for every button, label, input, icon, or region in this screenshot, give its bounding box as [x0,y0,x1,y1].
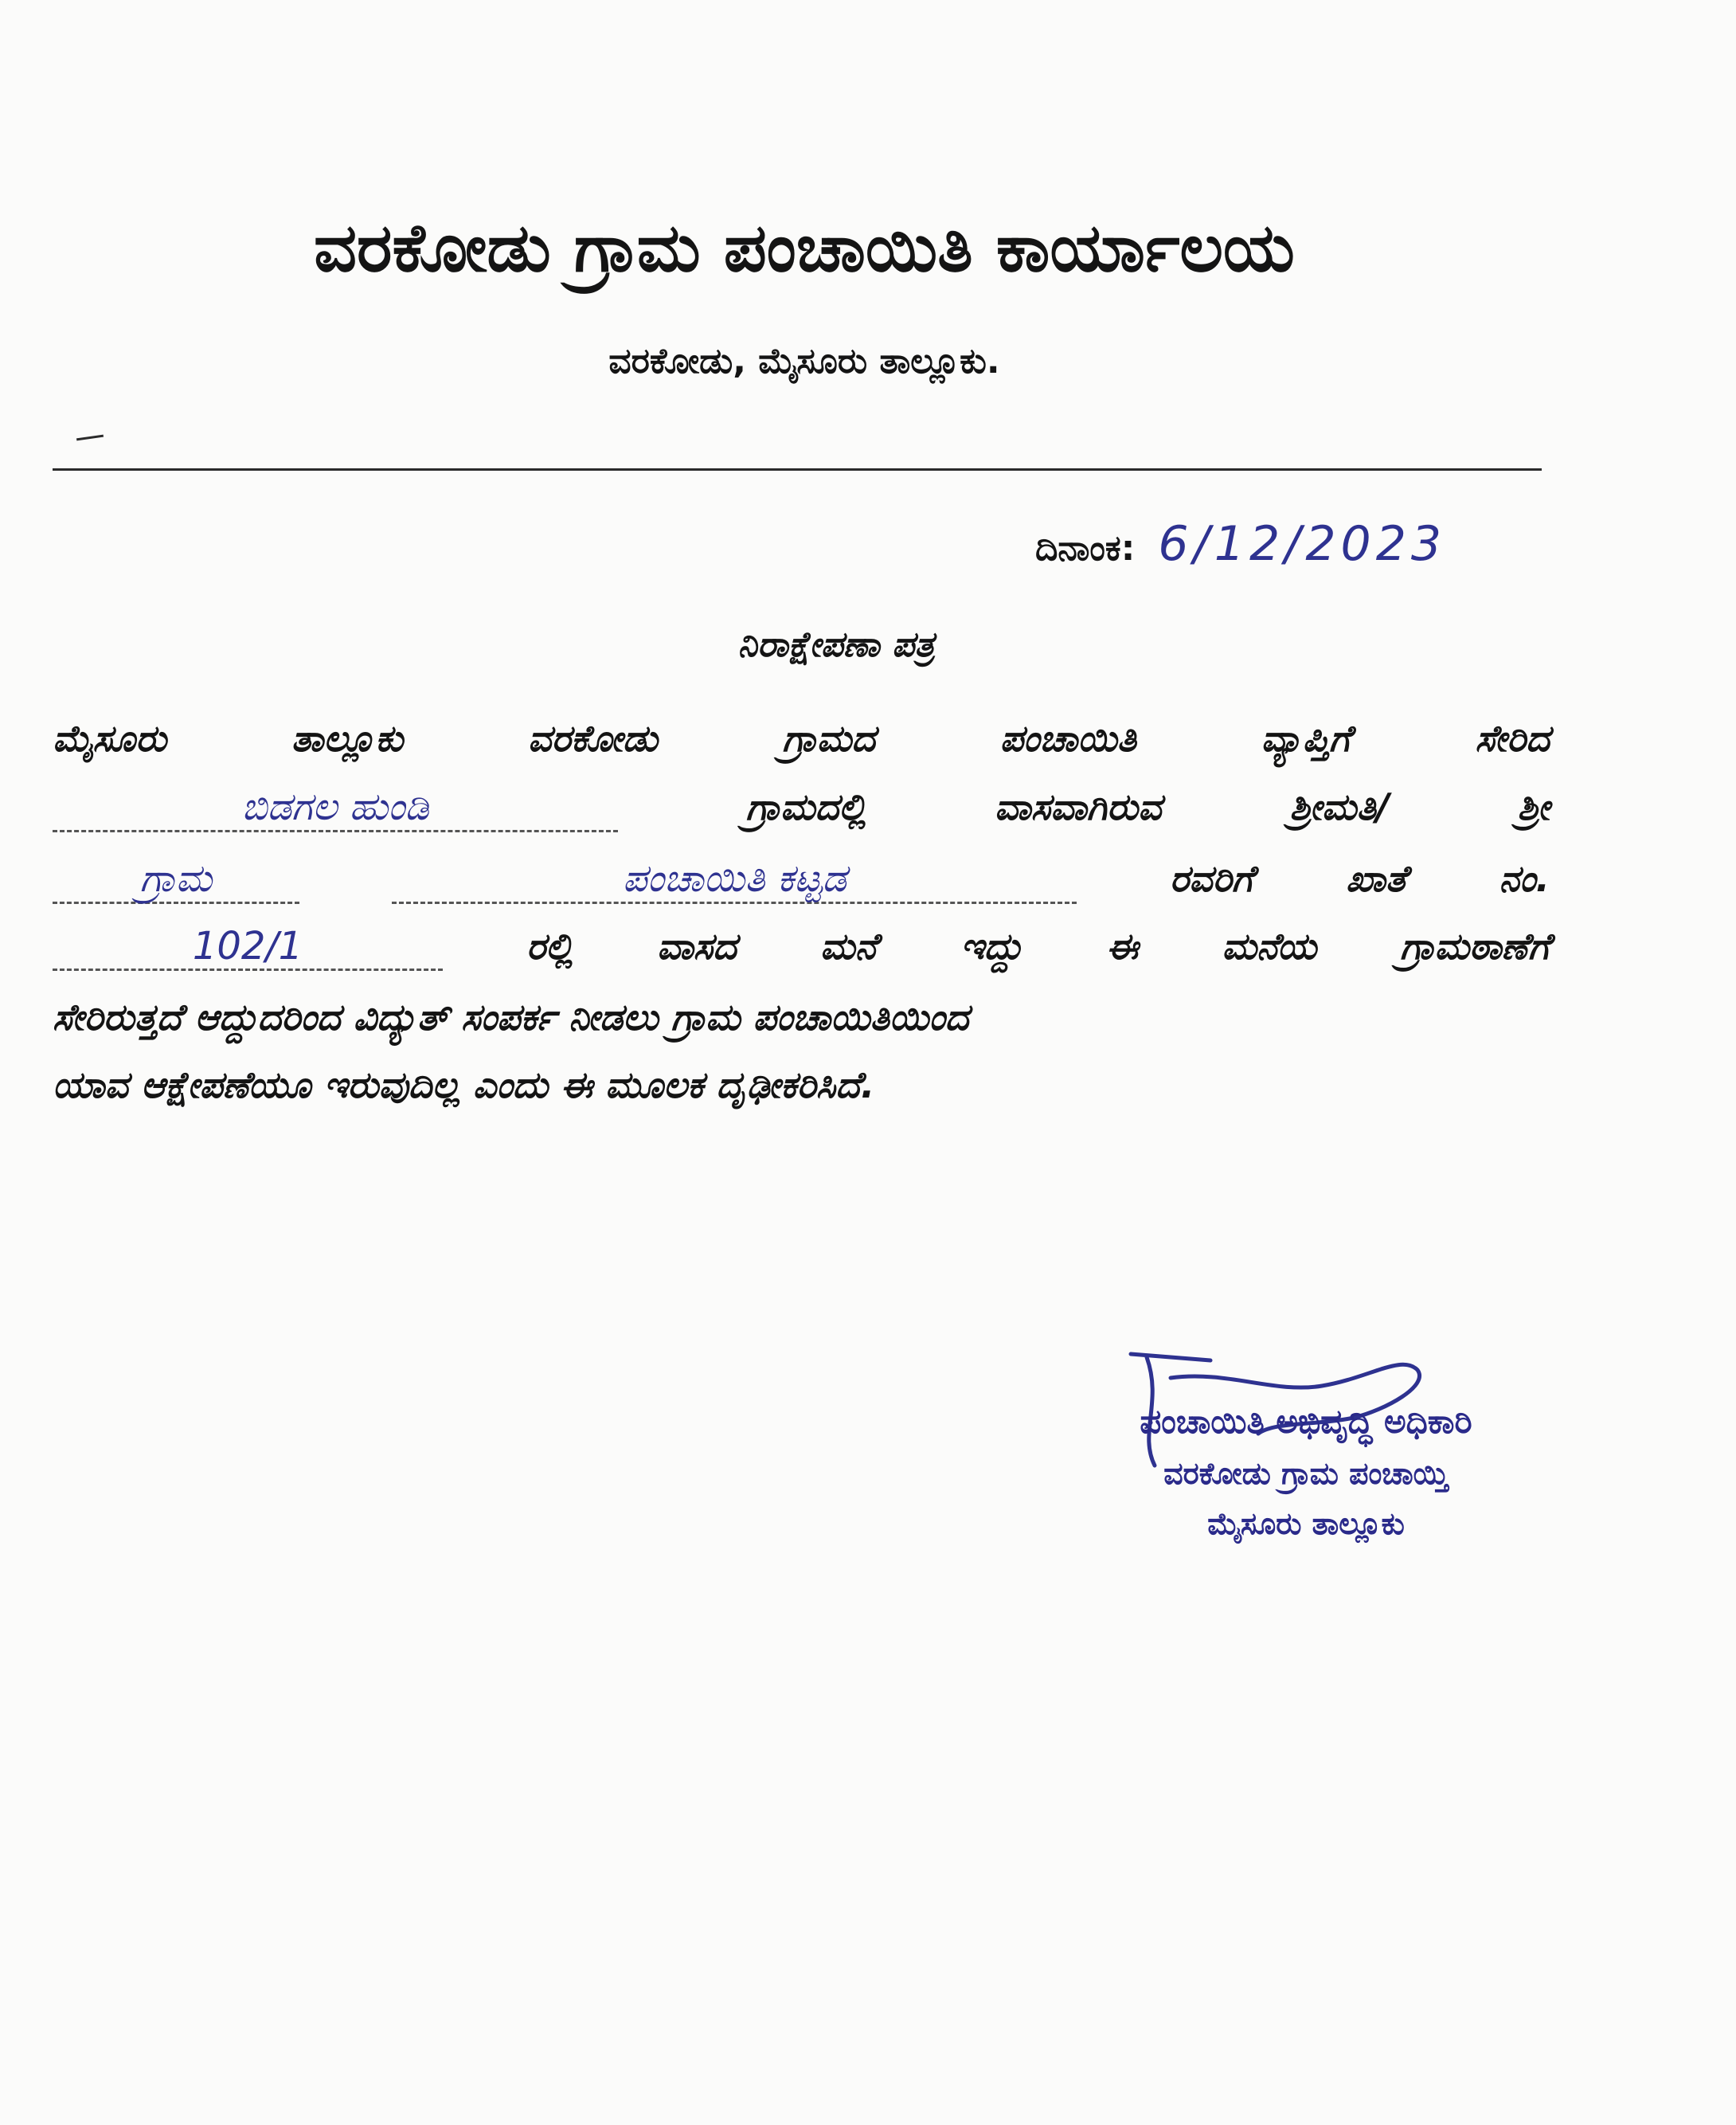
office-address: ವರಕೋಡು, ಮೈಸೂರು ತಾಲ್ಲೂಕು. [608,341,1000,382]
body-word: ಪಂಚಾಯಿತಿ [999,717,1136,760]
owner-name-handwritten: ಪಂಚಾಯಿತಿ ಕಟ್ಟಡ [622,856,846,901]
body-word: ಮೈಸೂರು [53,717,167,760]
certificate-heading: ನಿರಾಕ್ಷೇಪಣಾ ಪತ್ರ [737,624,935,665]
owner-prefix-blank [53,856,299,904]
khata-blank [53,924,443,971]
body-word: ವಾಸವಾಗಿರುವ [994,785,1162,828]
body-word: ಶ್ರೀಮತಿ/ [1289,785,1390,828]
body-word: ವ್ಯಾಪ್ತಿಗೆ [1261,717,1351,760]
body-line-5 [53,996,1550,1040]
body-word: ಖಾತೆ [1346,857,1407,900]
signatory-designation: ಪಂಚಾಯಿತಿ ಅಭಿವೃದ್ಧಿ ಅಧಿಕಾರಿ [1140,1402,1472,1441]
body-word: ವರಕೋಡು [527,717,658,760]
body-word: ಗ್ರಾಮಠಾಣೆಗೆ [1400,925,1550,968]
body-line-4 [53,924,1550,971]
body-line-6 [53,1063,1550,1108]
body-word: ನಂ. [1499,857,1550,900]
office-title: ವರಕೋಡು ಗ್ರಾಮ ಪಂಚಾಯಿತಿ ಕಾರ್ಯಾಲಯ [314,209,1295,287]
body-word: ಇದ್ದು [960,925,1023,968]
body-line-2 [53,785,1550,832]
village-blank [53,785,618,832]
body-word: ಗ್ರಾಮದಲ್ಲಿ [745,785,867,828]
body-word: ಈ [1106,925,1139,968]
body-word: ಗ್ರಾಮದ [782,717,876,760]
stray-mark [76,435,104,441]
body-line-1 [53,717,1550,761]
body-word: ಮನೆ [819,925,878,968]
body-word: ಶ್ರೀ [1517,785,1550,828]
signatory-stamp [1067,1402,1545,1542]
body-text: ಯಾವ ಆಕ್ಷೇಪಣೆಯೂ ಇರುವುದಿಲ್ಲ ಎಂದು ಈ ಮೂಲಕ ದೃಢೀಕರಿಸಿದೆ. [53,1063,875,1106]
signatory-office: ವರಕೋಡು ಗ್ರಾಮ ಪಂಚಾಯ್ತಿ [1163,1456,1449,1491]
body-word: ತಾಲ್ಲೂಕು [291,717,404,760]
body-word: ವಾಸದ [657,925,737,968]
date-value: 6/12/2023 [1158,516,1447,572]
body-word: ರಲ್ಲಿ [526,925,574,968]
body-word: ಮನೆಯ [1222,925,1317,968]
body-word: ರವರಿಗೆ [1169,857,1253,900]
signatory-taluk: ಮೈಸೂರು ತಾಲ್ಲೂಕು [1207,1506,1405,1541]
header-divider [53,468,1542,471]
date-label: ದಿನಾಂಕ: [1035,528,1136,569]
village-handwritten: ಬಿಡಗಲ ಹುಂಡಿ [241,785,429,829]
khata-number-handwritten: 102/1 [192,924,303,969]
date-row [1035,516,1513,572]
owner-prefix-handwritten: ಗ್ರಾಮ [139,856,213,901]
body-line-3 [53,856,1550,904]
body-word: ಸೇರಿದ [1475,717,1550,760]
body-text: ಸೇರಿರುತ್ತದೆ ಆದ್ದುದರಿಂದ ವಿದ್ಯುತ್ ಸಂಪರ್ಕ ನೀಡಲು ಗ್ರಾಮ ಪಂಚಾಯಿತಿಯಿಂದ [53,996,969,1039]
owner-name-blank [392,856,1077,904]
